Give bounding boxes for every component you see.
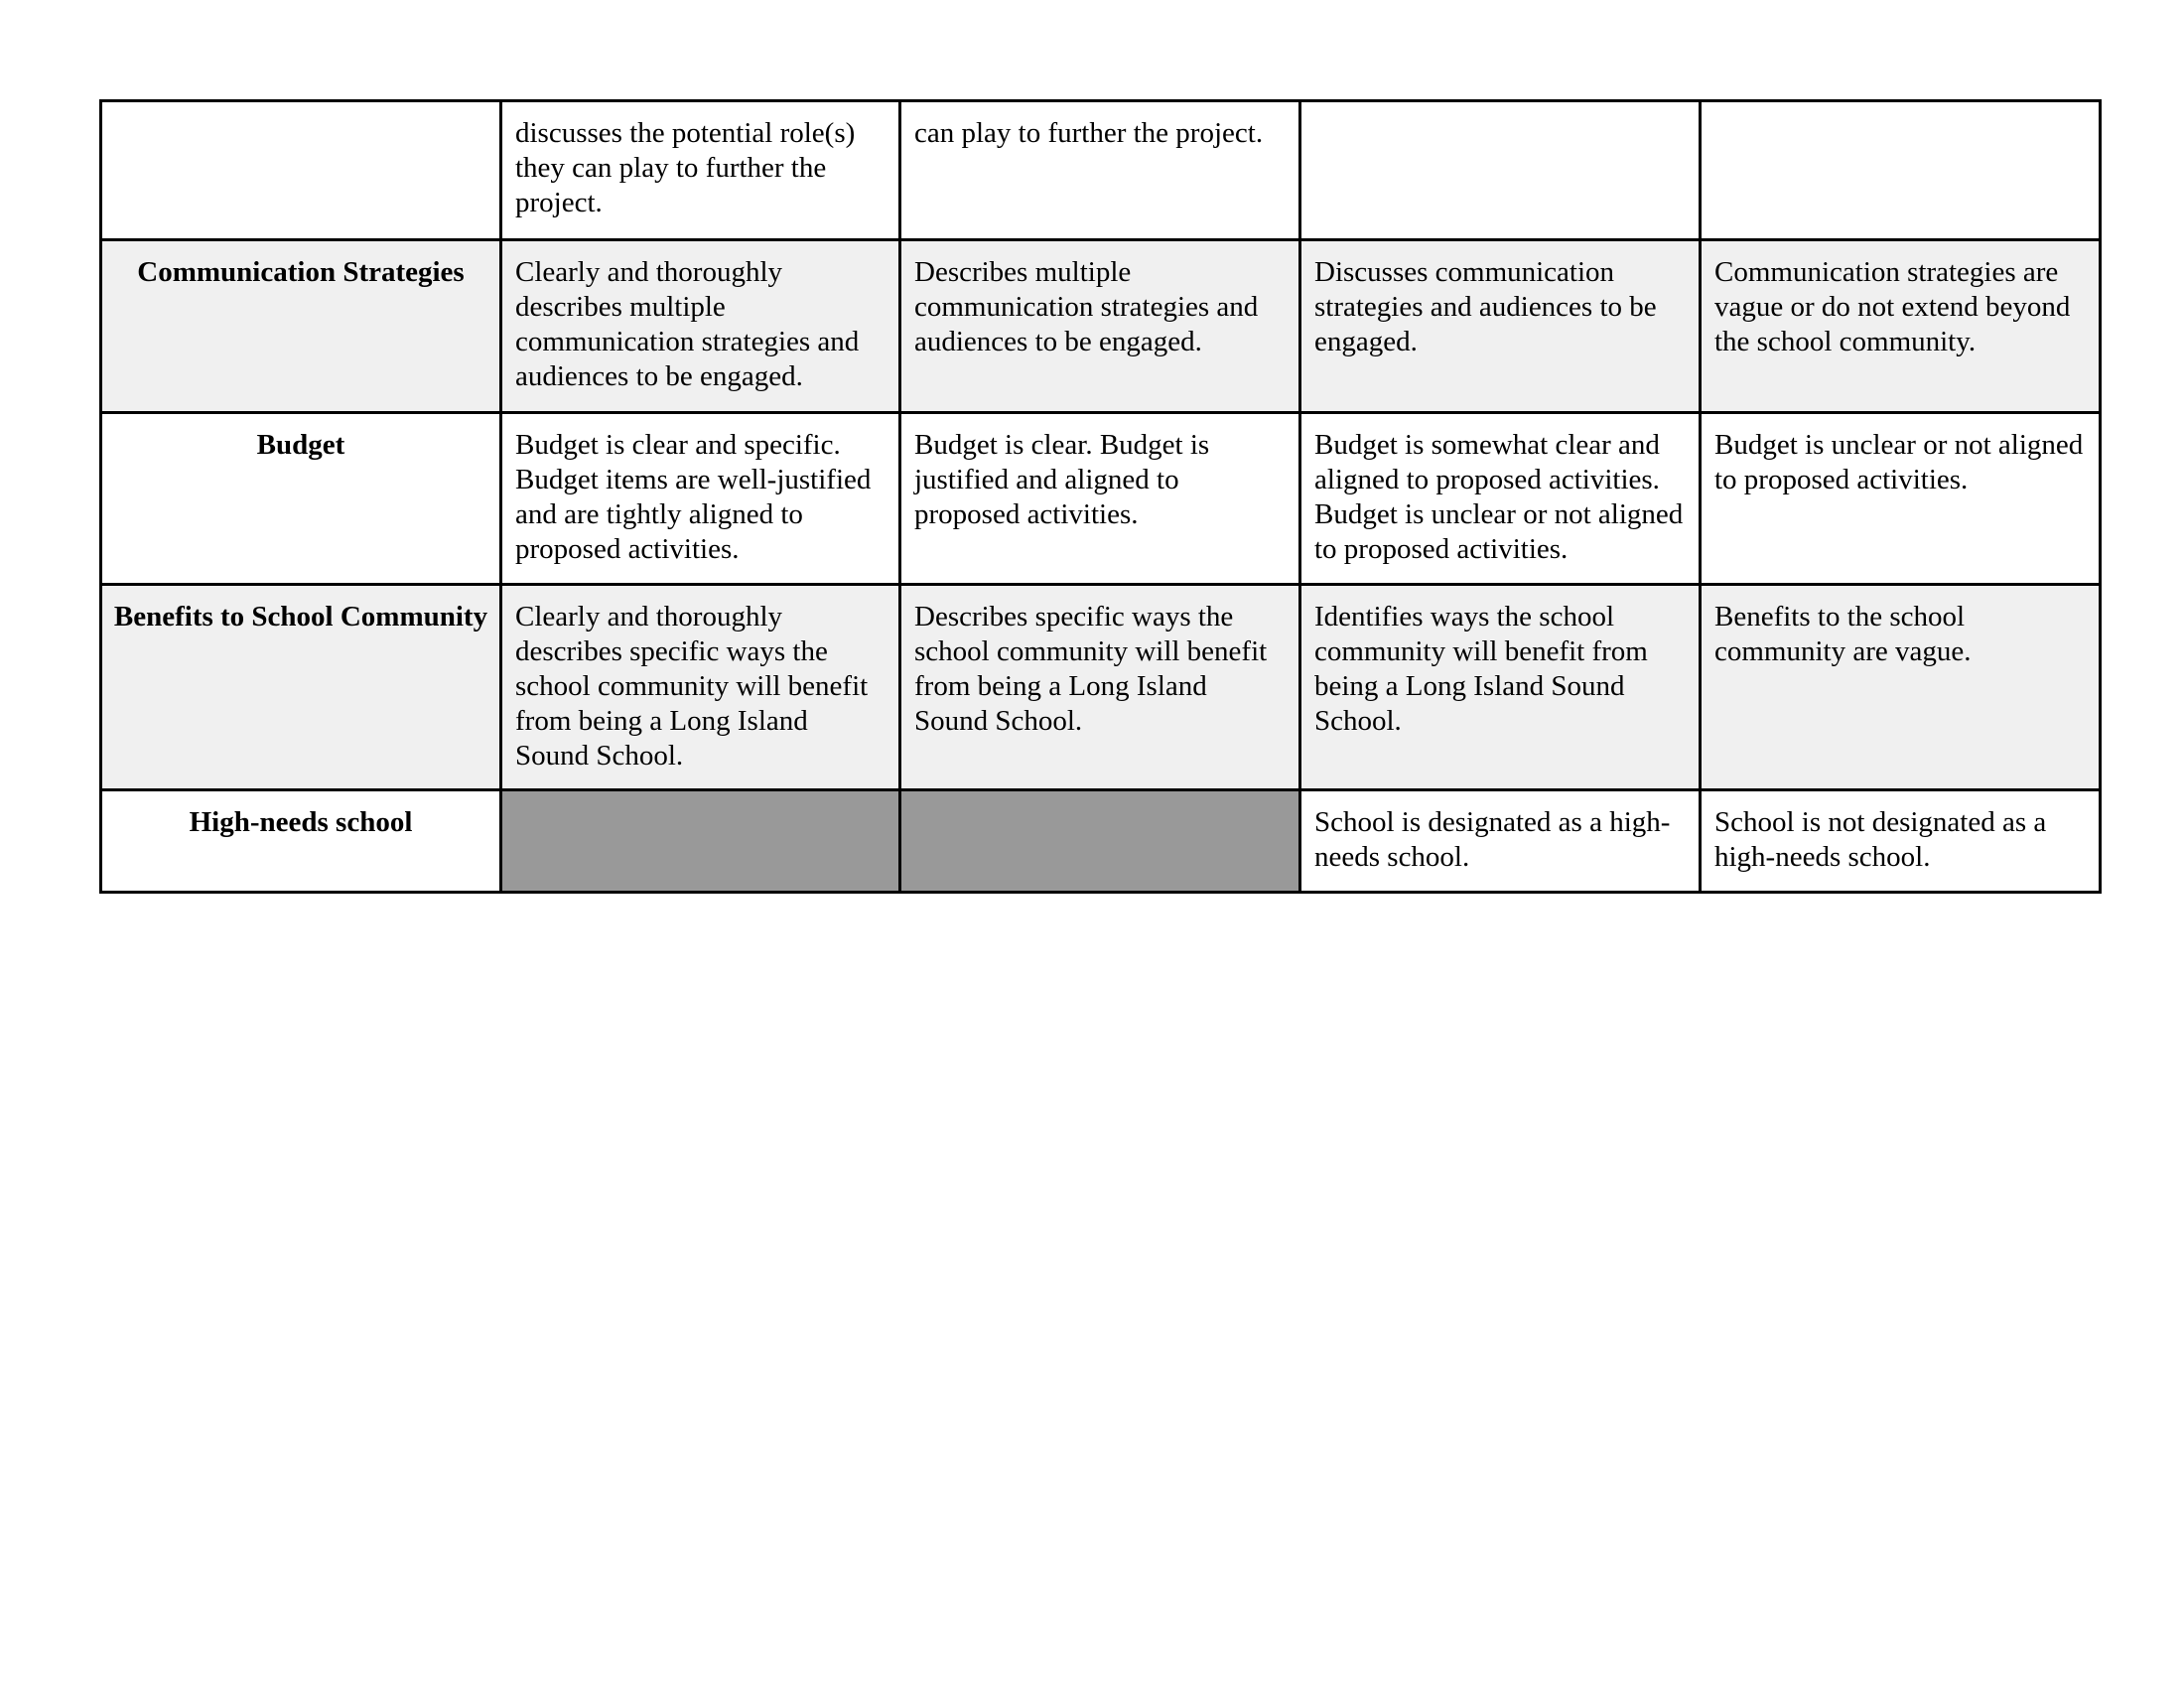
rubric-row-budget: [101, 413, 2101, 585]
rubric-cell: Benefits to the school community are vague.: [1701, 585, 2101, 790]
rubric-cell: Clearly and thoroughly describes multiple communication strategies and audiences to be engaged.: [501, 240, 900, 413]
rubric-row-communication-strategies: [101, 240, 2101, 413]
rubric-cell: Describes specific ways the school community will benefit from being a Long Island Sound School.: [900, 585, 1300, 790]
rubric-cell: School is designated as a high-needs school.: [1300, 790, 1701, 893]
rubric-cell: Budget is unclear or not aligned to proposed activities.: [1701, 413, 2101, 585]
rubric-row-roles-continued: [101, 101, 2101, 240]
rubric-table: [99, 99, 2102, 894]
criterion-cell: High-needs school: [101, 790, 501, 893]
rubric-cell: Identifies ways the school community will benefit from being a Long Island Sound School.: [1300, 585, 1701, 790]
rubric-row-high-needs: [101, 790, 2101, 893]
not-applicable-cell: [900, 790, 1300, 893]
rubric-cell: can play to further the project.: [900, 101, 1300, 240]
rubric-cell: School is not designated as a high-needs school.: [1701, 790, 2101, 893]
rubric-cell: Discusses communication strategies and audiences to be engaged.: [1300, 240, 1701, 413]
rubric-cell: Communication strategies are vague or do not extend beyond the school community.: [1701, 240, 2101, 413]
criterion-cell: Communication Strategies: [101, 240, 501, 413]
rubric-cell: Budget is clear. Budget is justified and aligned to proposed activities.: [900, 413, 1300, 585]
rubric-cell: discusses the potential role(s) they can play to further the project.: [501, 101, 900, 240]
rubric-cell: Budget is somewhat clear and aligned to proposed activities. Budget is unclear or not aligned to proposed activities.: [1300, 413, 1701, 585]
criterion-cell: Budget: [101, 413, 501, 585]
not-applicable-cell: [501, 790, 900, 893]
rubric-cell: Describes multiple communication strategies and audiences to be engaged.: [900, 240, 1300, 413]
rubric-cell: Clearly and thoroughly describes specific ways the school community will benefit from being a Long Island Sound School.: [501, 585, 900, 790]
rubric-cell: [1300, 101, 1701, 240]
rubric-cell: [1701, 101, 2101, 240]
rubric-row-benefits: [101, 585, 2101, 790]
rubric-cell: Budget is clear and specific. Budget items are well-justified and are tightly aligned to proposed activities.: [501, 413, 900, 585]
criterion-cell: [101, 101, 501, 240]
criterion-cell: Benefits to School Community: [101, 585, 501, 790]
